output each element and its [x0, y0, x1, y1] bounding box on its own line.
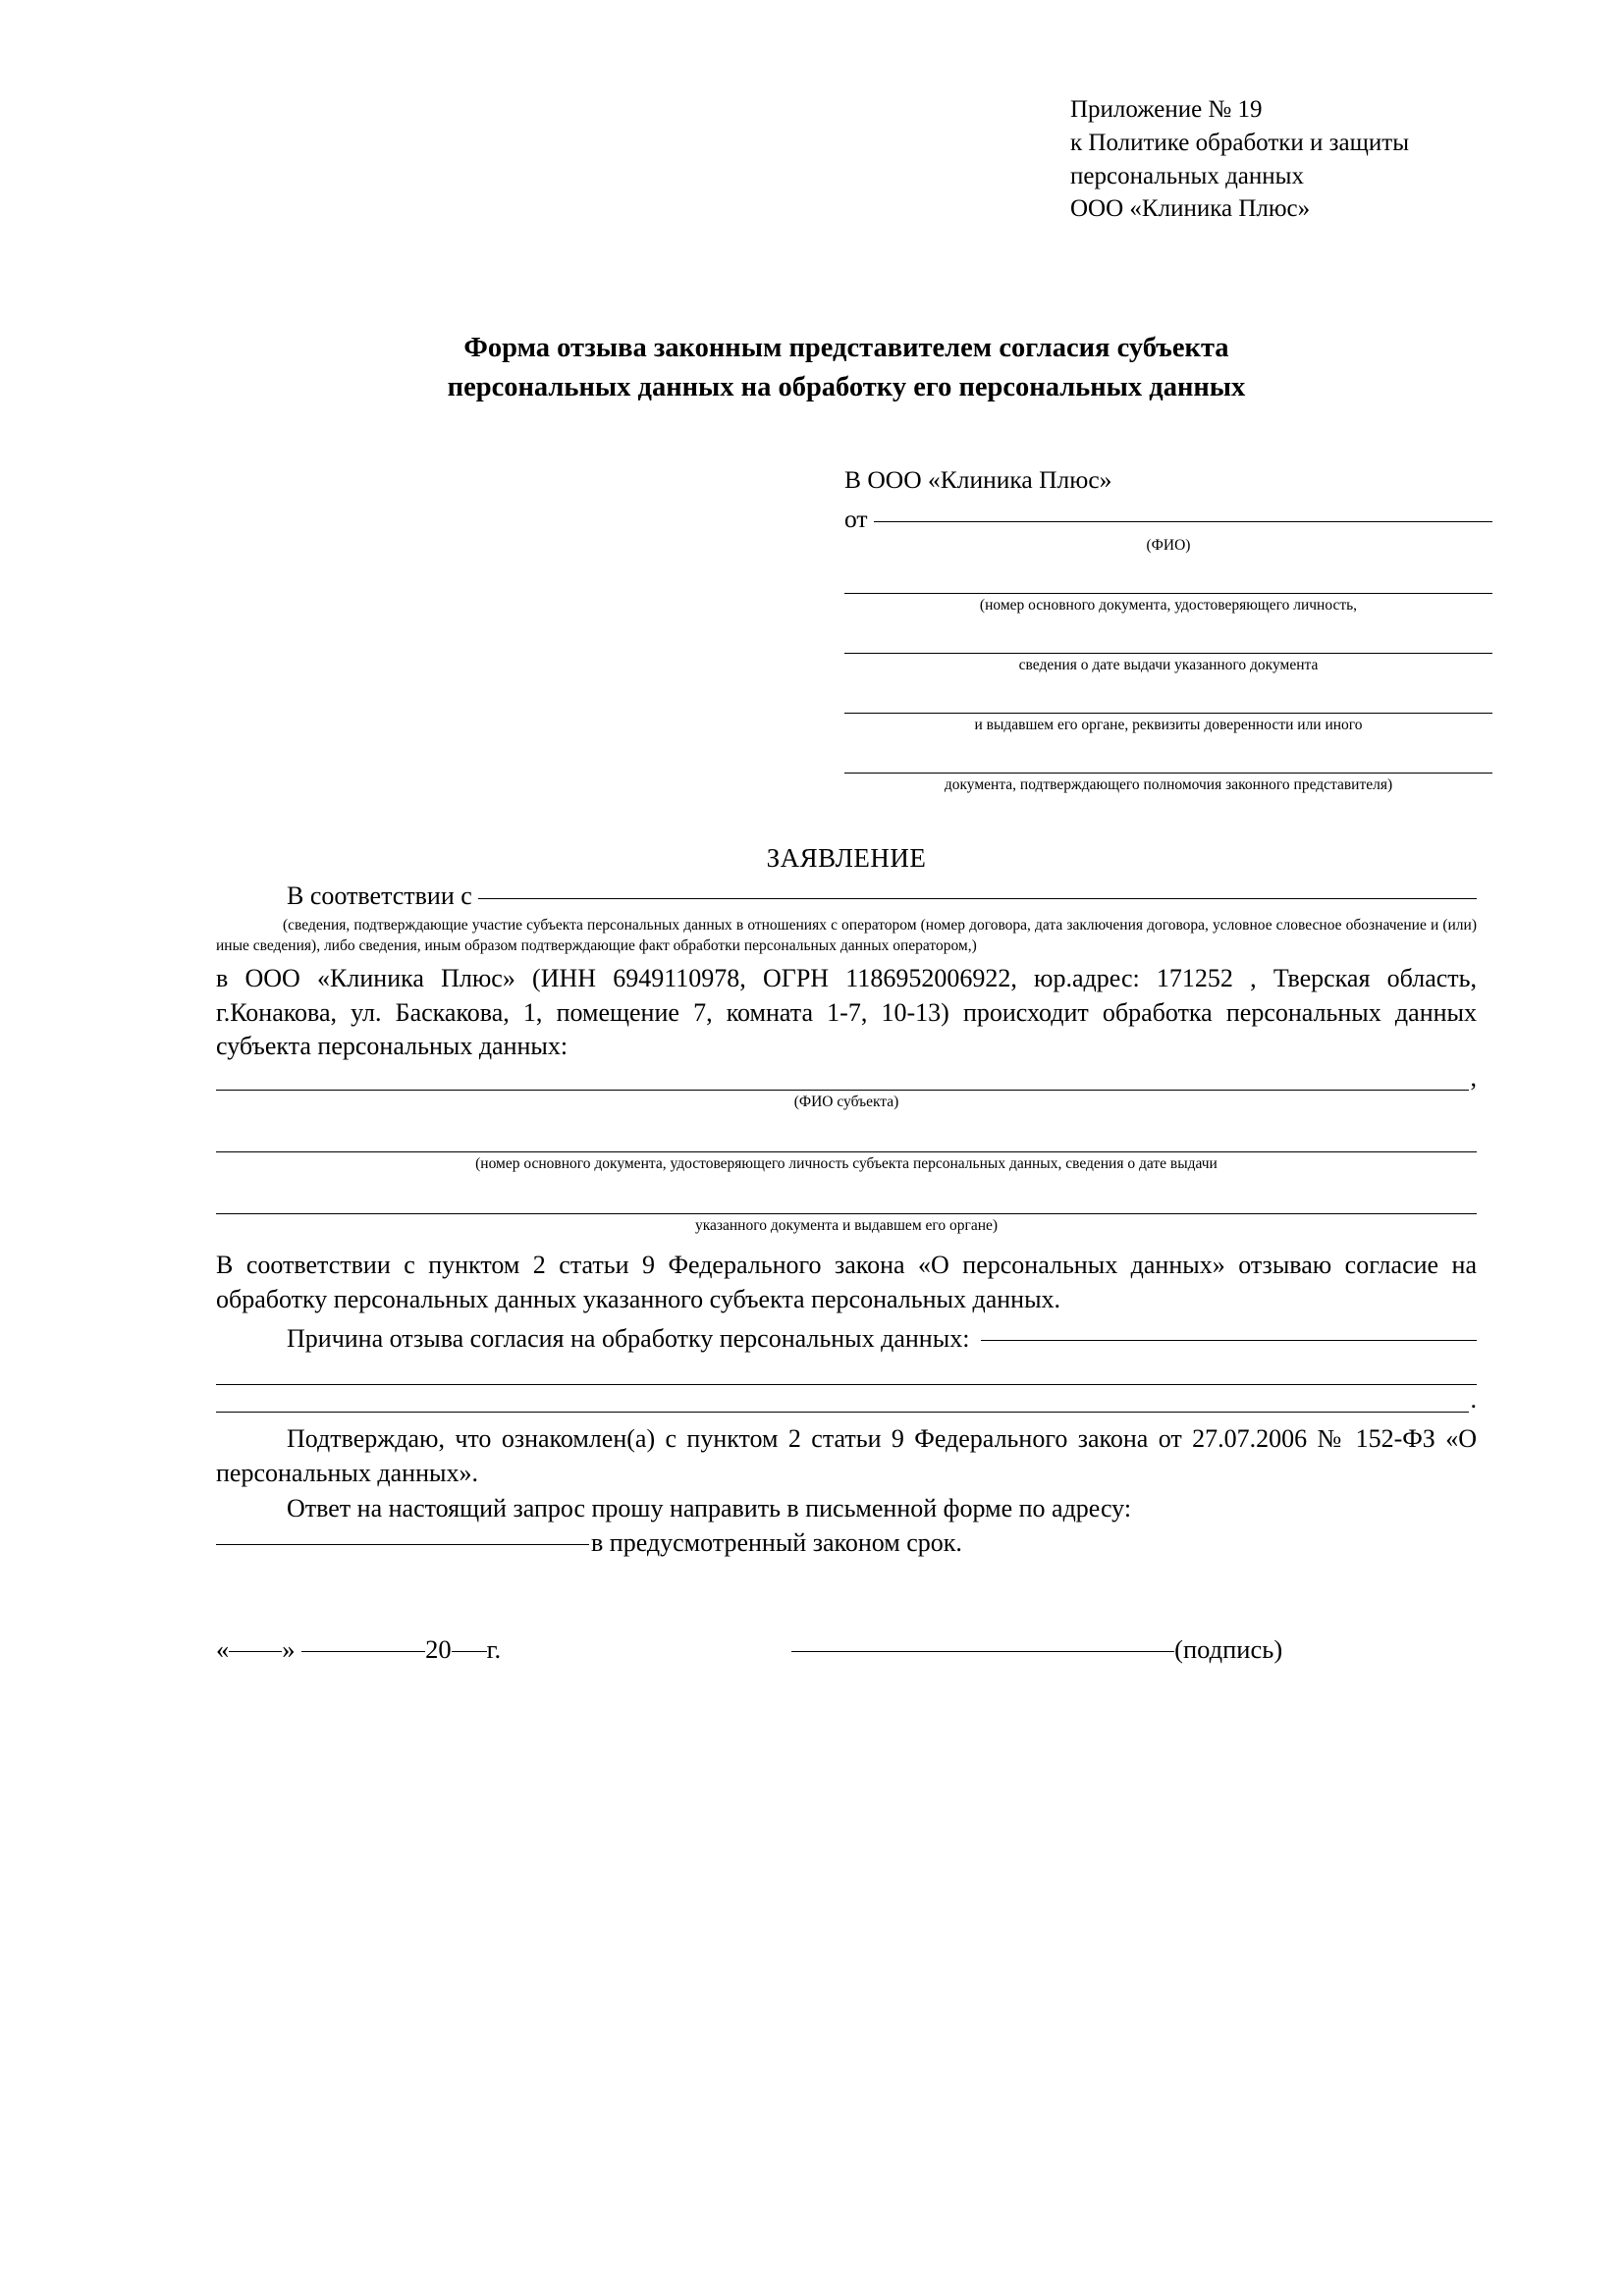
day-blank[interactable] [229, 1650, 282, 1652]
document-header [1070, 93, 1477, 226]
answer-address-tail: в предусмотренный законом срок. [591, 1527, 962, 1557]
reason-row [216, 1324, 1477, 1354]
reason-end-dot: . [1470, 1385, 1477, 1415]
subject-doc-blank-2[interactable] [216, 1187, 1477, 1214]
from-fill-line[interactable] [874, 520, 1492, 522]
statement-note-text: (сведения, подтверждающие участие субъекта персональных данных в отношениях с оператором (номер договора, дата заключения договора, условное словесное обозначение и (или) иные сведения), либо сведения, иным образом подтверждающие факт обработки персональных данных оператором,) [216, 916, 1477, 954]
signature-row [216, 1634, 1477, 1665]
caption-subject-fio: (ФИО субъекта) [793, 1094, 899, 1111]
signature-date [216, 1634, 501, 1665]
date-close-quote: » [282, 1633, 296, 1664]
subject-fio-row [216, 1063, 1477, 1091]
doc-issuer-blank[interactable] [844, 688, 1492, 714]
year-blank[interactable] [452, 1650, 487, 1652]
revoke-paragraph: В соответствии с пунктом 2 статьи 9 Федерального закона «О персональных данных» отзываю согласие на обработку персональных данных указанного субъекта персональных данных. [216, 1251, 1477, 1313]
reason-row-3 [216, 1385, 1477, 1413]
caption-fio: (ФИО) [1146, 536, 1191, 554]
subject-fio-comma: , [1470, 1063, 1477, 1093]
caption-doc-number: (номер основного документа, удостоверяющего личность, [979, 596, 1358, 614]
doc-power-blank[interactable] [844, 748, 1492, 774]
caption-doc-date: сведения о дате выдачи указанного документа [1018, 656, 1319, 673]
from-label: от [844, 504, 868, 533]
caption-doc-issuer: и выдавшем его органе, реквизиты доверенности или иного [974, 716, 1363, 733]
signature-caption: (подпись) [1174, 1633, 1283, 1664]
year-suffix: г. [486, 1633, 502, 1664]
statement-intro-row [216, 880, 1477, 913]
addressee-organization: В ООО «Клиника Плюс» [844, 464, 1112, 494]
subject-doc-blank-1[interactable] [216, 1125, 1477, 1152]
reason-fill-line-1[interactable] [981, 1339, 1477, 1341]
from-row [844, 505, 1492, 534]
date-open-quote: « [216, 1633, 230, 1664]
confirm-paragraph: Подтверждаю, что ознакомлен(а) с пунктом 2 статьи 9 Федерального закона от 27.07.2006 № 152-ФЗ «О персональных данных». [216, 1424, 1477, 1487]
month-blank[interactable] [301, 1650, 425, 1652]
doc-date-blank[interactable] [844, 628, 1492, 654]
statement-intro-fill-line[interactable] [478, 897, 1477, 899]
reason-fill-line-2[interactable] [216, 1358, 1477, 1385]
statement-org-paragraph: в ООО «Клиника Плюс» (ИНН 6949110978, ОГРН 1186952006922, юр.адрес: 171252 , Тверская область, г.Конакова, ул. Баскакова, 1, помещение 7, комната 1-7, 10-13) происходит обработка персональных данных субъекта персональных данных: [216, 964, 1477, 1061]
subject-fio-blank[interactable] [216, 1063, 1469, 1091]
header-line-2: к Политике обработки и защиты [1070, 129, 1410, 156]
caption-subject-doc-2: указанного документа и выдавшем его органе) [694, 1217, 999, 1235]
year-prefix: 20 [425, 1633, 452, 1664]
page-title [216, 329, 1477, 408]
answer-address-row [216, 1528, 1477, 1558]
header-line-1: Приложение № 19 [1070, 96, 1263, 123]
header-line-4: ООО «Клиника Плюс» [1070, 195, 1311, 223]
answer-paragraph: Ответ на настоящий запрос прошу направить в письменной форме по адресу: [287, 1494, 1132, 1523]
statement-intro-label: В соответствии с [287, 881, 472, 910]
statement-heading: ЗАЯВЛЕНИЕ [766, 842, 927, 873]
page-title-line-2: персональных данных на обработку его персональных данных [447, 372, 1246, 403]
caption-subject-doc: (номер основного документа, удостоверяющего личность субъекта персональных данных, сведения о дате выдачи [475, 1155, 1218, 1173]
caption-doc-power: документа, подтверждающего полномочия законного представителя) [944, 775, 1393, 793]
page-title-line-1: Форма отзыва законным представителем согласия субъекта [463, 333, 1229, 363]
addressee-block [844, 465, 1492, 796]
reason-label: Причина отзыва согласия на обработку персональных данных: [287, 1324, 970, 1354]
header-line-3: персональных данных [1070, 162, 1304, 189]
doc-number-blank[interactable] [844, 568, 1492, 594]
statement-note [216, 916, 1477, 957]
signature-blank[interactable] [791, 1650, 1174, 1652]
answer-address-blank[interactable] [216, 1543, 589, 1545]
reason-fill-line-3[interactable] [216, 1385, 1469, 1413]
